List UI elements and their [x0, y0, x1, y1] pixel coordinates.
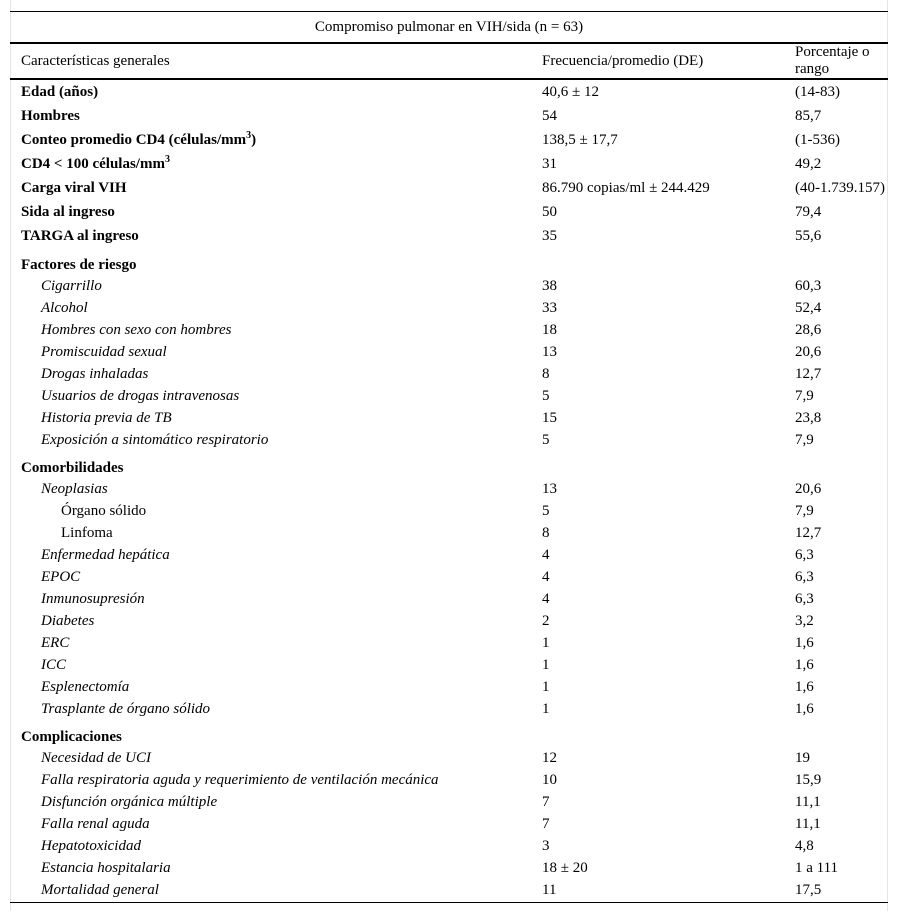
- table-caption: Compromiso pulmonar en VIH/sida (n = 63): [10, 12, 888, 44]
- row-label: Mortalidad general: [10, 879, 542, 903]
- row-frequency: 31: [542, 155, 557, 172]
- row-frequency: 35: [542, 227, 557, 244]
- row-percentage: 20,6: [795, 480, 822, 497]
- table-row: [10, 769, 888, 791]
- header-characteristics: Características generales: [10, 43, 542, 79]
- table-row: [10, 632, 888, 654]
- row-percentage: 6,3: [795, 590, 814, 607]
- row-frequency: 1: [542, 700, 550, 717]
- row-frequency: 5: [542, 502, 550, 519]
- row-percentage: 1,6: [795, 700, 814, 717]
- row-frequency: 10: [542, 771, 557, 788]
- table-row: [10, 588, 888, 610]
- row-percentage: 7,9: [795, 502, 814, 519]
- row-percentage: 85,7: [795, 107, 822, 124]
- row-percentage: 11,1: [795, 793, 821, 810]
- row-frequency: 1: [542, 634, 550, 651]
- row-label: Promiscuidad sexual: [41, 343, 167, 360]
- table-row: [10, 104, 888, 128]
- row-frequency: 4: [542, 568, 550, 585]
- section-label: Comorbilidades: [21, 460, 124, 476]
- row-percentage: 23,8: [795, 409, 822, 426]
- table-row: [10, 747, 888, 769]
- row-percentage: 12,7: [795, 365, 822, 382]
- table-caption-row: [10, 12, 888, 44]
- row-percentage: 6,3: [795, 568, 814, 585]
- row-frequency: 4: [542, 590, 550, 607]
- row-percentage: 49,2: [795, 155, 822, 172]
- row-label: TARGA al ingreso: [21, 227, 139, 244]
- table-row: [10, 500, 888, 522]
- row-percentage: 1,6: [795, 678, 814, 695]
- row-frequency: 4: [542, 546, 550, 563]
- row-label: Esplenectomía: [41, 678, 130, 695]
- table-row: [10, 813, 888, 835]
- row-percentage: 79,4: [795, 203, 822, 220]
- row-label: Cigarrillo: [41, 277, 102, 294]
- row-frequency: 138,5 ± 17,7: [542, 131, 618, 148]
- row-label: Alcohol: [41, 299, 88, 316]
- section-label: Factores de riesgo: [21, 257, 137, 273]
- row-percentage: 52,4: [795, 299, 822, 316]
- row-percentage: 6,3: [795, 546, 814, 563]
- row-label: Disfunción orgánica múltiple: [41, 793, 218, 810]
- row-frequency: 13: [542, 480, 557, 497]
- row-frequency: 8: [542, 365, 550, 382]
- section-row: [10, 248, 888, 275]
- row-percentage: 19: [795, 749, 810, 766]
- row-label: Falla respiratoria aguda y requerimiento de ventilación mecánica: [41, 771, 439, 788]
- row-frequency: 40,6 ± 12: [542, 83, 599, 100]
- row-percentage: 17,5: [795, 879, 888, 903]
- table-row: [10, 319, 888, 341]
- row-label: Hombres con sexo con hombres: [41, 321, 232, 338]
- row-frequency: 15: [542, 409, 557, 426]
- row-frequency: 8: [542, 524, 550, 541]
- row-frequency: 54: [542, 107, 557, 124]
- row-percentage: 60,3: [795, 277, 822, 294]
- row-label: CD4 < 100 células/$mm^3$: [21, 153, 170, 172]
- row-percentage: 4,8: [795, 837, 814, 854]
- row-percentage: 3,2: [795, 612, 814, 629]
- row-percentage: [795, 248, 888, 275]
- row-label: Inmunosupresión: [41, 590, 145, 607]
- table-row: [10, 791, 888, 813]
- row-percentage: (14-83): [795, 83, 840, 100]
- table-row: [10, 176, 888, 200]
- section-label: Complicaciones: [21, 729, 122, 745]
- row-label: Drogas inhaladas: [41, 365, 149, 382]
- table-row: [10, 654, 888, 676]
- section-row: [10, 451, 888, 478]
- row-percentage: 7,9: [795, 387, 814, 404]
- row-frequency: 7: [542, 793, 550, 810]
- row-label: Neoplasias: [41, 480, 108, 497]
- row-frequency: [542, 248, 795, 275]
- table-row: [10, 275, 888, 297]
- row-label: Carga viral VIH: [21, 179, 127, 196]
- row-frequency: 5: [542, 387, 550, 404]
- row-percentage: 12,7: [795, 524, 822, 541]
- row-label: Falla renal aguda: [41, 815, 150, 832]
- table-row: [10, 478, 888, 500]
- row-percentage: 55,6: [795, 227, 822, 244]
- row-percentage: (40-1.739.157): [795, 179, 885, 196]
- data-table: [10, 11, 888, 903]
- row-frequency: [542, 451, 795, 478]
- table-row: [10, 429, 888, 451]
- row-frequency: 86.790 copias/ml ± 244.429: [542, 179, 710, 196]
- row-frequency: 38: [542, 277, 557, 294]
- row-percentage: 15,9: [795, 771, 822, 788]
- table-row: [10, 610, 888, 632]
- table-row: [10, 363, 888, 385]
- table-row: [10, 407, 888, 429]
- row-label: Usuarios de drogas intravenosas: [41, 387, 240, 404]
- table-header-row: [10, 43, 888, 79]
- row-percentage: 28,6: [795, 321, 822, 338]
- table-row: [10, 698, 888, 720]
- row-percentage: 20,6: [795, 343, 822, 360]
- row-label: Enfermedad hepática: [41, 546, 170, 563]
- row-frequency: 18 ± 20: [542, 859, 588, 876]
- table-row: [10, 544, 888, 566]
- row-frequency: 7: [542, 815, 550, 832]
- row-label: Conteo promedio CD4 $(células/mm^3)$: [21, 129, 257, 148]
- row-label: Historia previa de TB: [41, 409, 172, 426]
- row-label: Hombres: [21, 107, 80, 124]
- row-frequency: 50: [542, 203, 557, 220]
- row-frequency: 33: [542, 299, 557, 316]
- section-row: [10, 720, 888, 747]
- row-frequency: 12: [542, 749, 557, 766]
- row-label: Órgano sólido: [61, 502, 147, 519]
- table-row: [10, 200, 888, 224]
- row-label: Estancia hospitalaria: [41, 859, 171, 876]
- row-label: Diabetes: [41, 612, 95, 629]
- row-label: EPOC: [41, 568, 81, 585]
- table-row: [10, 152, 888, 176]
- row-percentage: (1-536): [795, 131, 840, 148]
- row-label: Sida al ingreso: [21, 203, 115, 220]
- row-percentage: 7,9: [795, 431, 814, 448]
- row-label: Edad (años): [21, 83, 99, 100]
- row-frequency: 2: [542, 612, 550, 629]
- header-percentage: Porcentaje o rango: [795, 43, 888, 79]
- table-row: [10, 879, 888, 903]
- row-label: Trasplante de órgano sólido: [41, 700, 211, 717]
- row-frequency: 18: [542, 321, 557, 338]
- table-row: [10, 297, 888, 319]
- table-row: [10, 566, 888, 588]
- row-percentage: 1,6: [795, 634, 814, 651]
- table-row: [10, 522, 888, 544]
- row-frequency: 3: [542, 837, 550, 854]
- row-label: ICC: [41, 656, 67, 673]
- row-percentage: 1 a 111: [795, 859, 839, 876]
- row-frequency: 1: [542, 678, 550, 695]
- table-row: [10, 224, 888, 248]
- table-row: [10, 79, 888, 104]
- row-frequency: 13: [542, 343, 557, 360]
- row-frequency: 11: [542, 879, 795, 903]
- row-percentage: 11,1: [795, 815, 821, 832]
- row-frequency: 1: [542, 656, 550, 673]
- table-row: [10, 385, 888, 407]
- row-label: Linfoma: [61, 524, 113, 541]
- table-row: [10, 676, 888, 698]
- header-frequency: Frecuencia/promedio (DE): [542, 43, 795, 79]
- table-row: [10, 341, 888, 363]
- table-row: [10, 857, 888, 879]
- table-row: [10, 128, 888, 152]
- row-percentage: [795, 720, 888, 747]
- row-label: ERC: [41, 634, 70, 651]
- row-percentage: 1,6: [795, 656, 814, 673]
- row-label: Hepatotoxicidad: [41, 837, 141, 854]
- row-label: Necesidad de UCI: [41, 749, 151, 766]
- table-row: [10, 835, 888, 857]
- row-label: Exposición a sintomático respiratorio: [41, 431, 269, 448]
- row-frequency: [542, 720, 795, 747]
- row-percentage: [795, 451, 888, 478]
- row-frequency: 5: [542, 431, 550, 448]
